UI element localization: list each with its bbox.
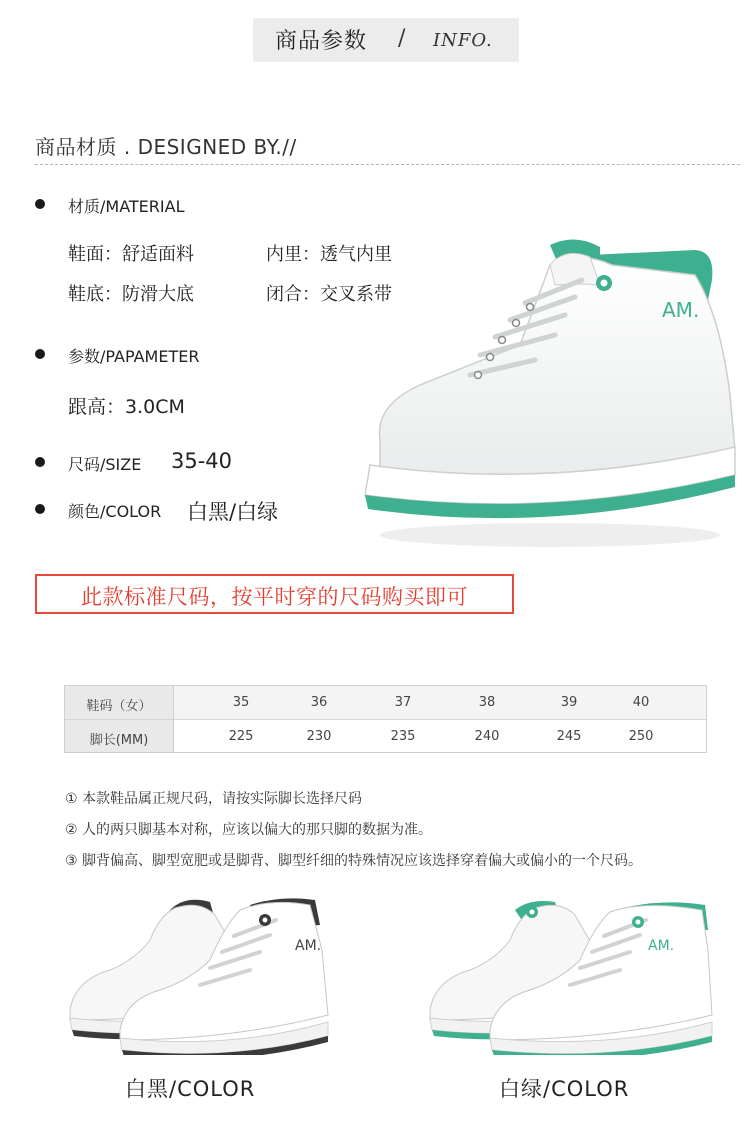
size-label: 尺码/SIZE — [68, 455, 142, 474]
size-cell: 35 — [232, 695, 250, 710]
header-title-cn: 商品参数 — [275, 29, 368, 54]
length-cell: 245 — [556, 729, 582, 744]
hero-sneaker-image — [350, 225, 745, 555]
material-lining: 内里：透气内里 — [266, 244, 392, 265]
bullet-icon — [35, 504, 45, 514]
product-image-white-green — [420, 890, 720, 1055]
note-item: ① 本款鞋品属正规尺码，请按实际脚长选择尺码 — [65, 791, 362, 807]
section-title: 商品材质 . DESIGNED BY.// — [35, 135, 297, 159]
bullet-icon — [35, 457, 45, 467]
length-cell: 230 — [306, 729, 332, 744]
section-divider — [35, 164, 740, 165]
note-item: ③ 脚背偏高、脚型宽肥或是脚背、脚型纤细的特殊情况应该选择穿着偏大或偏小的一个尺码。 — [65, 853, 642, 869]
size-cell: 38 — [478, 695, 496, 710]
material-sole: 鞋底：防滑大底 — [68, 284, 194, 305]
note-item: ② 人的两只脚基本对称，应该以偏大的那只脚的数据为准。 — [65, 822, 432, 838]
size-table-divider — [65, 719, 706, 720]
size-cell: 37 — [394, 695, 412, 710]
hero-logo: AM. — [662, 298, 700, 322]
product-logo: AM. — [295, 938, 322, 954]
material-label: 材质/MATERIAL — [68, 197, 185, 216]
material-upper: 鞋面：舒适面料 — [68, 244, 194, 265]
length-cell: 240 — [474, 729, 500, 744]
size-cell: 36 — [310, 695, 328, 710]
color-label: 颜色/COLOR — [68, 502, 162, 521]
params-label: 参数/PAPAMETER — [68, 347, 200, 366]
length-cell: 235 — [390, 729, 416, 744]
product-caption: 白绿/COLOR — [499, 1077, 630, 1101]
size-cell: 40 — [632, 695, 650, 710]
bullet-icon — [35, 199, 45, 209]
heel-height: 跟高：3.0CM — [68, 396, 185, 418]
size-row-head: 鞋码（女） — [86, 699, 152, 714]
size-value: 35-40 — [171, 449, 233, 473]
product-image-white-black — [50, 890, 340, 1055]
product-logo: AM. — [648, 938, 675, 954]
length-cell: 250 — [628, 729, 654, 744]
color-value: 白黑/白绿 — [187, 500, 279, 524]
product-caption: 白黑/COLOR — [125, 1077, 256, 1101]
size-table-divider — [173, 686, 174, 752]
notice-text: 此款标准尺码，按平时穿的尺码购买即可 — [81, 585, 468, 609]
material-closure: 闭合：交叉系带 — [266, 284, 392, 305]
length-cell: 225 — [228, 729, 254, 744]
header-slash: / — [398, 26, 406, 51]
size-cell: 39 — [560, 695, 578, 710]
bullet-icon — [35, 349, 45, 359]
header-title-en: INFO. — [433, 30, 493, 51]
length-row-head: 脚长(MM) — [89, 733, 149, 748]
